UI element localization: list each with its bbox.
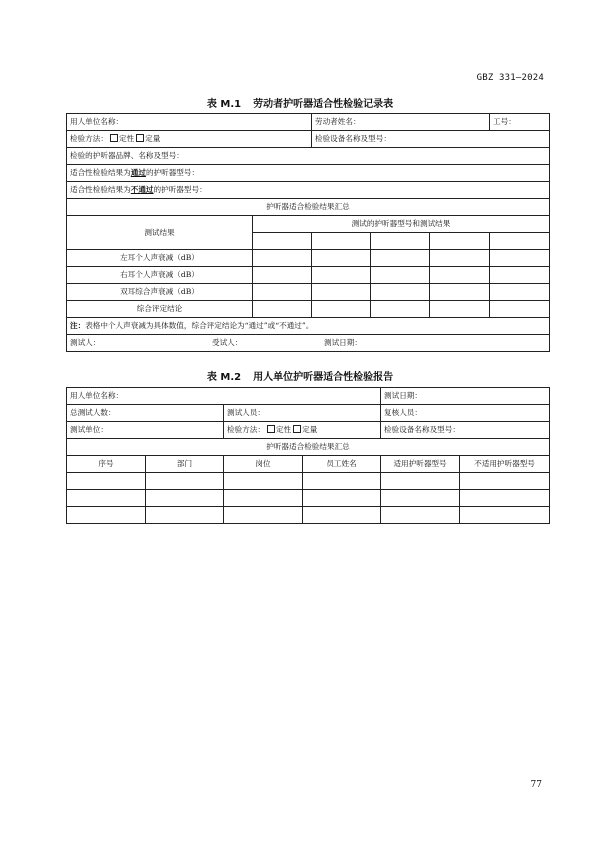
m2-data-cell xyxy=(146,507,224,524)
m1-result-cell xyxy=(253,267,312,284)
m2-employer-label: 用人单位名称： xyxy=(70,391,124,400)
m1-result-cell xyxy=(253,250,312,267)
m1-qualitative-label: 定性 xyxy=(118,134,135,143)
m1-row-both-ears xyxy=(67,284,550,301)
m1-model-slot xyxy=(490,233,550,250)
m1-result-cell xyxy=(430,267,490,284)
m2-row-employer xyxy=(67,388,550,405)
m2-row-method xyxy=(67,422,550,439)
m1-note-cell xyxy=(67,318,550,335)
m1-test-result-label: 测试结果 xyxy=(67,216,253,250)
m1-worker-id-label: 工号： xyxy=(493,117,516,126)
m2-data-cell xyxy=(146,490,224,507)
table-m1-title xyxy=(0,95,600,110)
m1-result-cell xyxy=(312,250,371,267)
m1-model-slot xyxy=(253,233,312,250)
m2-row-columns xyxy=(67,456,550,473)
m1-worker-id-cell xyxy=(490,114,550,131)
m2-test-date-label: 测试日期： xyxy=(384,391,422,400)
m2-data-cell xyxy=(224,473,303,490)
m1-model-slot xyxy=(371,233,430,250)
m1-fail-suffix: 的护听器型号： xyxy=(153,185,207,194)
m1-signatures-cell xyxy=(67,335,550,352)
m2-qualitative-checkbox[interactable] xyxy=(267,425,275,433)
m1-conclusion-label: 综合评定结论 xyxy=(67,301,253,318)
m1-right-ear-label: 右耳个人声衰减（dB） xyxy=(67,267,253,284)
m1-row-employer xyxy=(67,114,550,131)
m2-total-testees-cell xyxy=(67,405,224,422)
m2-data-cell xyxy=(460,490,550,507)
m1-result-cell xyxy=(490,284,550,301)
m1-row-note xyxy=(67,318,550,335)
m2-data-cell xyxy=(224,507,303,524)
m2-col-position: 岗位 xyxy=(224,456,303,473)
m1-qualitative-checkbox[interactable] xyxy=(110,134,118,142)
m1-hpd-brand-label: 检验的护听器品牌、名称及型号： xyxy=(70,151,184,160)
m2-testers-cell xyxy=(224,405,381,422)
m1-row-method xyxy=(67,131,550,148)
m2-test-date-cell xyxy=(381,388,550,405)
m1-result-cell xyxy=(490,301,550,318)
m1-quantitative-label: 定量 xyxy=(145,134,161,143)
m2-data-cell xyxy=(460,473,550,490)
m1-result-cell xyxy=(253,301,312,318)
m1-result-cell xyxy=(253,284,312,301)
m2-reviewers-cell xyxy=(381,405,550,422)
m2-reviewers-label: 复核人员： xyxy=(384,408,422,417)
m1-result-cell xyxy=(312,284,371,301)
m1-method-cell xyxy=(67,131,312,148)
m1-result-cell xyxy=(430,301,490,318)
m1-fail-cell xyxy=(67,182,550,199)
m2-testers-label: 测试人员： xyxy=(227,408,265,417)
m1-pass-prefix: 适合性检验结果为 xyxy=(70,168,131,177)
m2-qualitative-label: 定性 xyxy=(275,425,292,434)
m2-data-cell xyxy=(146,473,224,490)
m1-quantitative-checkbox[interactable] xyxy=(136,134,144,142)
m2-col-employee-name: 员工姓名 xyxy=(303,456,381,473)
table-m2 xyxy=(66,387,550,524)
m2-method-label: 检验方法： xyxy=(227,425,265,434)
m1-row-conclusion xyxy=(67,301,550,318)
m2-data-cell xyxy=(67,473,146,490)
m1-pass-word: 通过 xyxy=(130,168,146,177)
m1-row-tested-models xyxy=(67,216,550,233)
m2-employer-cell xyxy=(67,388,381,405)
m2-row-summary-header xyxy=(67,439,550,456)
m1-result-cell xyxy=(371,301,430,318)
m2-data-cell xyxy=(303,473,381,490)
m1-summary-header: 护听器适合检验结果汇总 xyxy=(67,199,550,216)
m1-note-text: 表格中个人声衰减为具体数值，综合评定结论为“通过”或“不通过”。 xyxy=(85,321,314,330)
m1-result-cell xyxy=(490,250,550,267)
m2-col-suitable-model: 适用护听器型号 xyxy=(381,456,460,473)
m2-test-unit-label: 测试单位： xyxy=(70,425,108,434)
m1-result-cell xyxy=(371,284,430,301)
m1-result-cell xyxy=(312,301,371,318)
m2-data-cell xyxy=(460,507,550,524)
table-m2-title-text: 用人单位护听器适合性检验报告 xyxy=(253,372,394,383)
m2-col-index: 序号 xyxy=(67,456,146,473)
m2-data-cell xyxy=(381,507,460,524)
m1-row-signatures xyxy=(67,335,550,352)
m2-data-cell xyxy=(381,490,460,507)
m2-equipment-label: 检验设备名称及型号： xyxy=(384,425,460,434)
m1-row-right-ear xyxy=(67,267,550,284)
m2-method-cell xyxy=(224,422,381,439)
m1-hpd-brand-cell xyxy=(67,148,550,165)
m1-test-date-label: 测试日期： xyxy=(324,338,362,347)
m1-subject-label: 受试人： xyxy=(212,338,243,347)
m2-quantitative-checkbox[interactable] xyxy=(293,425,301,433)
m2-data-cell xyxy=(67,507,146,524)
m1-note-mark: 注： xyxy=(70,321,86,330)
m1-result-cell xyxy=(312,267,371,284)
m1-tester-label: 测试人： xyxy=(70,338,101,347)
m1-result-cell xyxy=(371,267,430,284)
m2-data-cell xyxy=(303,490,381,507)
page-number: 77 xyxy=(530,780,542,790)
m1-worker-name-cell xyxy=(312,114,490,131)
m1-employer-cell xyxy=(67,114,312,131)
m1-pass-cell xyxy=(67,165,550,182)
table-m2-number: 表 M.2 xyxy=(206,372,242,383)
m1-both-ears-label: 双耳综合声衰减（dB） xyxy=(67,284,253,301)
m2-total-testees-label: 总测试人数： xyxy=(70,408,116,417)
m2-test-unit-cell xyxy=(67,422,224,439)
m1-result-cell xyxy=(490,267,550,284)
m2-row-personnel xyxy=(67,405,550,422)
table-row xyxy=(67,490,550,507)
m2-data-cell xyxy=(224,490,303,507)
m1-row-summary-header xyxy=(67,199,550,216)
m1-result-cell xyxy=(430,284,490,301)
m1-employer-label: 用人单位名称： xyxy=(70,117,124,126)
m1-row-fail xyxy=(67,182,550,199)
m2-equipment-cell xyxy=(381,422,550,439)
m1-equipment-label: 检验设备名称及型号： xyxy=(315,134,391,143)
m1-worker-name-label: 劳动者姓名： xyxy=(315,117,361,126)
m2-col-department: 部门 xyxy=(146,456,224,473)
standard-code: GBZ 331—2024 xyxy=(476,73,544,83)
table-m1 xyxy=(66,113,550,352)
m1-row-left-ear xyxy=(67,250,550,267)
m1-tested-models-header: 测试的护听器型号和测试结果 xyxy=(253,216,550,233)
table-row xyxy=(67,507,550,524)
m1-fail-prefix: 适合性检验结果为 xyxy=(70,185,131,194)
m2-data-cell xyxy=(67,490,146,507)
m2-data-cell xyxy=(381,473,460,490)
m1-model-slot xyxy=(430,233,490,250)
m1-result-cell xyxy=(430,250,490,267)
m1-result-cell xyxy=(371,250,430,267)
m1-row-hpd-brand xyxy=(67,148,550,165)
m1-fail-word: 不通过 xyxy=(130,185,154,194)
m1-model-slot xyxy=(312,233,371,250)
m1-row-pass xyxy=(67,165,550,182)
m2-data-cell xyxy=(303,507,381,524)
table-row xyxy=(67,473,550,490)
table-m1-title-text: 劳动者护听器适合性检验记录表 xyxy=(253,99,394,110)
m1-equipment-cell xyxy=(312,131,550,148)
table-m2-title xyxy=(0,368,600,383)
m1-left-ear-label: 左耳个人声衰减（dB） xyxy=(67,250,253,267)
m2-col-unsuitable-model: 不适用护听器型号 xyxy=(460,456,550,473)
m2-quantitative-label: 定量 xyxy=(302,425,318,434)
table-m1-number: 表 M.1 xyxy=(206,99,242,110)
m2-summary-header: 护听器适合检验结果汇总 xyxy=(67,439,550,456)
m1-method-label: 检验方法： xyxy=(70,134,108,143)
m1-pass-suffix: 的护听器型号： xyxy=(145,168,200,177)
